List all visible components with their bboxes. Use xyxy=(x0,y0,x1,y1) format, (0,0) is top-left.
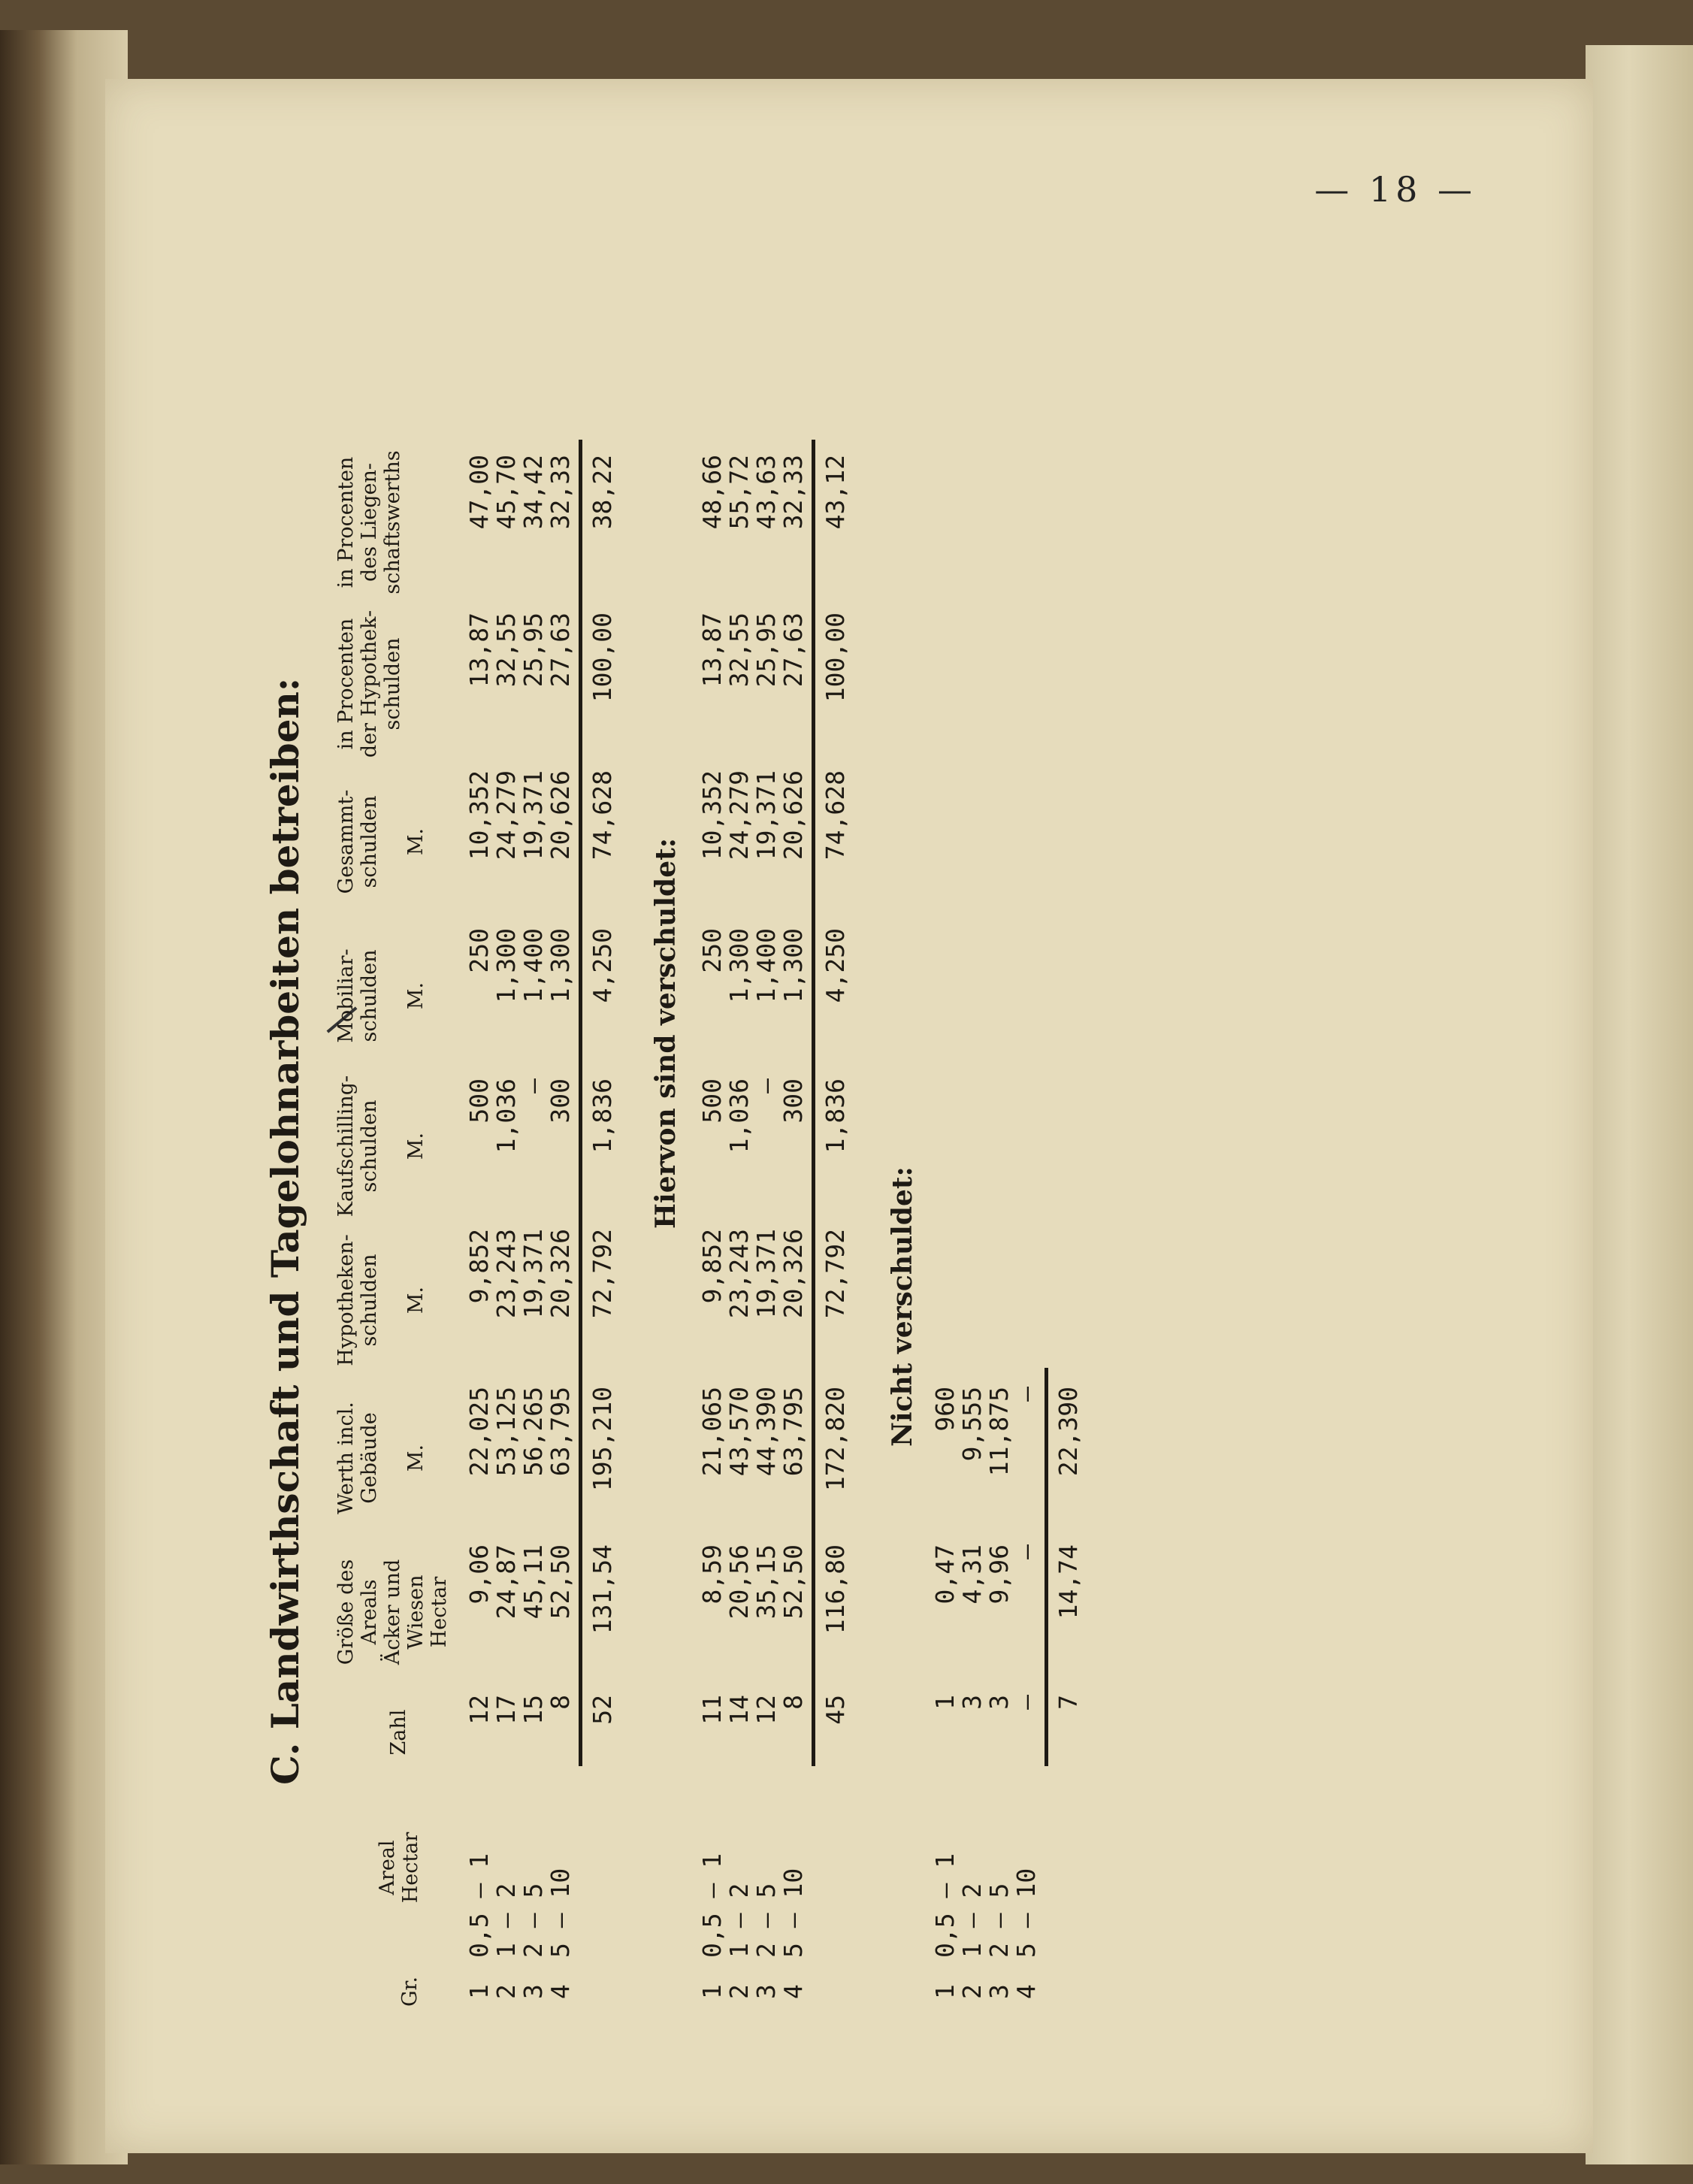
cell-werth: 22,025 xyxy=(464,1387,494,1477)
section-1-total xyxy=(586,455,619,2025)
total-proz2: 43,12 xyxy=(821,455,850,530)
total-proz1: 100,00 xyxy=(588,613,617,703)
cell-proz1: 25,95 xyxy=(751,613,781,688)
cell-werth: 63,795 xyxy=(546,1387,575,1477)
total-rule xyxy=(1045,1368,1048,1766)
total-row xyxy=(1052,1387,1085,2025)
cell-werth: 11,875 xyxy=(984,1387,1014,1477)
cell-kauf: 500 xyxy=(464,1078,494,1124)
total-groesse: 14,74 xyxy=(1054,1544,1083,1620)
total-groesse: 131,54 xyxy=(588,1544,617,1635)
table-row xyxy=(493,455,520,2025)
total-ges: 74,628 xyxy=(588,770,617,861)
cell-zahl: 1 xyxy=(930,1695,960,1710)
cell-proz2: 45,70 xyxy=(491,455,521,530)
header-areal: Areal Hectar xyxy=(376,1832,422,1904)
header-groesse: Größe des Areals Äcker und Wiesen Hectar xyxy=(334,1559,451,1665)
header-proz2: in Procenten des Liegen- schaftswerths xyxy=(334,450,404,594)
cell-zahl: 3 xyxy=(984,1695,1014,1710)
header-kauf: Kaufschilling- schulden M. xyxy=(334,1075,428,1218)
cell-groesse: 9,06 xyxy=(464,1544,494,1605)
cell-kauf: 300 xyxy=(546,1078,575,1124)
cell-proz2: 47,00 xyxy=(464,455,494,530)
total-werth: 22,390 xyxy=(1054,1387,1083,1477)
cell-areal: 2 — 5 xyxy=(518,1883,548,1958)
table-row xyxy=(520,455,547,2025)
table-row xyxy=(986,1387,1013,2025)
cell-areal: 1 — 2 xyxy=(491,1883,521,1958)
cell-proz2: 55,72 xyxy=(724,455,754,530)
cell-mob: 1,400 xyxy=(751,928,781,1003)
cell-areal: 0,5 — 1 xyxy=(930,1853,960,1958)
cell-groesse: 4,31 xyxy=(957,1544,987,1605)
cell-ges: 19,371 xyxy=(751,770,781,861)
cell-proz1: 32,55 xyxy=(724,613,754,688)
cell-kauf: 1,036 xyxy=(491,1078,521,1154)
cell-werth: 53,125 xyxy=(491,1387,521,1477)
cell-gr: 2 xyxy=(491,1984,521,1999)
cell-gr: 1 xyxy=(464,1984,494,1999)
cell-groesse: 24,87 xyxy=(491,1544,521,1620)
cell-werth: 63,795 xyxy=(778,1387,808,1477)
cell-groesse: 8,59 xyxy=(697,1544,727,1605)
cell-kauf: — xyxy=(751,1078,781,1094)
rotated-table xyxy=(263,297,1202,2025)
cell-proz2: 43,63 xyxy=(751,455,781,530)
cell-areal: 5 — 10 xyxy=(546,1868,575,1958)
cell-hyp: 23,243 xyxy=(724,1229,754,1319)
cell-gr: 2 xyxy=(957,1984,987,1999)
cell-zahl: 3 xyxy=(957,1695,987,1710)
total-rule xyxy=(812,440,815,1766)
cell-mob: 1,300 xyxy=(724,928,754,1003)
cell-gr: 3 xyxy=(518,1984,548,1999)
cell-hyp: 9,852 xyxy=(464,1229,494,1304)
cell-mob: 1,300 xyxy=(546,928,575,1003)
cell-ges: 19,371 xyxy=(518,770,548,861)
cell-kauf: — xyxy=(518,1078,548,1094)
total-row xyxy=(586,455,619,2025)
header-proz1: in Procenten der Hypothek- schulden xyxy=(334,610,404,758)
total-kauf: 1,836 xyxy=(588,1078,617,1154)
cell-werth: 9,555 xyxy=(957,1387,987,1462)
header-gr: Gr. xyxy=(398,1976,422,2007)
cell-groesse: 35,15 xyxy=(751,1544,781,1620)
total-zahl: 7 xyxy=(1054,1695,1083,1710)
header-werth: Werth incl. Gebäude M. xyxy=(334,1402,428,1514)
cell-groesse: 52,50 xyxy=(778,1544,808,1620)
cell-gr: 4 xyxy=(546,1984,575,1999)
cell-mob: 1,300 xyxy=(778,928,808,1003)
cell-gr: 3 xyxy=(984,1984,1014,1999)
subheading-verschuldet: Hiervon sind verschuldet: xyxy=(650,837,682,1229)
cell-zahl: — xyxy=(1011,1695,1041,1710)
subheading-nicht-verschuldet: Nicht verschuldet: xyxy=(887,1166,918,1447)
cell-zahl: 15 xyxy=(518,1695,548,1725)
section-2 xyxy=(699,455,807,2025)
cell-werth: 960 xyxy=(930,1387,960,1432)
cell-proz1: 32,55 xyxy=(491,613,521,688)
cell-proz2: 32,33 xyxy=(778,455,808,530)
cell-proz1: 13,87 xyxy=(697,613,727,688)
cell-ges: 10,352 xyxy=(697,770,727,861)
cell-mob: 250 xyxy=(464,928,494,973)
cell-proz1: 25,95 xyxy=(518,613,548,688)
total-hyp: 72,792 xyxy=(588,1229,617,1319)
cell-kauf: 300 xyxy=(778,1078,808,1124)
cell-areal: 5 — 10 xyxy=(778,1868,808,1958)
section-3-total xyxy=(1052,1387,1085,2025)
total-werth: 172,820 xyxy=(821,1387,850,1492)
section-2-total xyxy=(819,455,852,2025)
page-title: C. Landwirthschaft und Tagelohnarbeiten betreiben: xyxy=(263,677,307,1785)
cell-kauf: 500 xyxy=(697,1078,727,1124)
cell-gr: 4 xyxy=(1011,1984,1041,1999)
cell-areal: 2 — 5 xyxy=(984,1883,1014,1958)
cell-werth: 43,570 xyxy=(724,1387,754,1477)
header-mob: Mobiliar- schulden M. xyxy=(334,948,428,1043)
page-number: — 18 — xyxy=(1314,169,1477,210)
cell-zahl: 8 xyxy=(778,1695,808,1710)
total-groesse: 116,80 xyxy=(821,1544,850,1635)
cell-hyp: 20,326 xyxy=(546,1229,575,1319)
total-row xyxy=(819,455,852,2025)
total-zahl: 52 xyxy=(588,1695,617,1725)
cell-gr: 3 xyxy=(751,1984,781,1999)
total-mob: 4,250 xyxy=(821,928,850,1003)
cell-gr: 4 xyxy=(778,1984,808,1999)
cell-hyp: 9,852 xyxy=(697,1229,727,1304)
cell-groesse: 9,96 xyxy=(984,1544,1014,1605)
cell-werth: 21,065 xyxy=(697,1387,727,1477)
cell-ges: 20,626 xyxy=(778,770,808,861)
cell-areal: 2 — 5 xyxy=(751,1883,781,1958)
total-werth: 195,210 xyxy=(588,1387,617,1492)
cell-groesse: 45,11 xyxy=(518,1544,548,1620)
cell-proz1: 27,63 xyxy=(778,613,808,688)
book-page xyxy=(105,79,1593,2153)
cell-areal: 0,5 — 1 xyxy=(697,1853,727,1958)
header-hyp: Hypotheken- schulden M. xyxy=(334,1234,428,1366)
total-proz2: 38,22 xyxy=(588,455,617,530)
header-ges: Gesammt- schulden M. xyxy=(334,789,428,894)
cell-zahl: 12 xyxy=(751,1695,781,1725)
cell-ges: 10,352 xyxy=(464,770,494,861)
cell-groesse: 52,50 xyxy=(546,1544,575,1620)
cell-werth: 44,390 xyxy=(751,1387,781,1477)
cell-werth: 56,265 xyxy=(518,1387,548,1477)
cell-areal: 5 — 10 xyxy=(1011,1868,1041,1958)
cell-zahl: 17 xyxy=(491,1695,521,1725)
cell-mob: 1,300 xyxy=(491,928,521,1003)
cell-zahl: 14 xyxy=(724,1695,754,1725)
cell-ges: 24,279 xyxy=(724,770,754,861)
table-row xyxy=(699,455,726,2025)
cell-proz2: 34,42 xyxy=(518,455,548,530)
cell-groesse: 20,56 xyxy=(724,1544,754,1620)
total-ges: 74,628 xyxy=(821,770,850,861)
cell-hyp: 20,326 xyxy=(778,1229,808,1319)
table-row xyxy=(547,455,574,2025)
cell-areal: 1 — 2 xyxy=(724,1883,754,1958)
table-row xyxy=(780,455,807,2025)
table-row xyxy=(466,455,493,2025)
cell-ges: 20,626 xyxy=(546,770,575,861)
cell-werth: — xyxy=(1011,1387,1041,1402)
cell-areal: 1 — 2 xyxy=(957,1883,987,1958)
cell-proz1: 13,87 xyxy=(464,613,494,688)
total-rule xyxy=(579,440,582,1766)
total-mob: 4,250 xyxy=(588,928,617,1003)
cell-mob: 250 xyxy=(697,928,727,973)
section-3 xyxy=(932,1387,1040,2025)
header-zahl: Zahl xyxy=(387,1709,410,1756)
table-row xyxy=(1013,1387,1040,2025)
cell-hyp: 19,371 xyxy=(751,1229,781,1319)
cell-hyp: 23,243 xyxy=(491,1229,521,1319)
cell-groesse: 0,47 xyxy=(930,1544,960,1605)
table-row xyxy=(753,455,780,2025)
section-1 xyxy=(466,455,574,2025)
cell-mob: 1,400 xyxy=(518,928,548,1003)
cell-kauf: 1,036 xyxy=(724,1078,754,1154)
cell-gr: 2 xyxy=(724,1984,754,1999)
cell-zahl: 12 xyxy=(464,1695,494,1725)
cell-hyp: 19,371 xyxy=(518,1229,548,1319)
next-page-edge xyxy=(1586,45,1693,2164)
cell-gr: 1 xyxy=(930,1984,960,1999)
cell-zahl: 8 xyxy=(546,1695,575,1710)
cell-proz2: 32,33 xyxy=(546,455,575,530)
total-hyp: 72,792 xyxy=(821,1229,850,1319)
cell-proz2: 48,66 xyxy=(697,455,727,530)
cell-areal: 0,5 — 1 xyxy=(464,1853,494,1958)
cell-gr: 1 xyxy=(697,1984,727,1999)
cell-groesse: — xyxy=(1011,1544,1041,1559)
cell-ges: 24,279 xyxy=(491,770,521,861)
table-row xyxy=(932,1387,959,2025)
total-zahl: 45 xyxy=(821,1695,850,1725)
cell-proz1: 27,63 xyxy=(546,613,575,688)
table-row xyxy=(959,1387,986,2025)
cell-zahl: 11 xyxy=(697,1695,727,1725)
total-kauf: 1,836 xyxy=(821,1078,850,1154)
total-proz1: 100,00 xyxy=(821,613,850,703)
table-row xyxy=(726,455,753,2025)
